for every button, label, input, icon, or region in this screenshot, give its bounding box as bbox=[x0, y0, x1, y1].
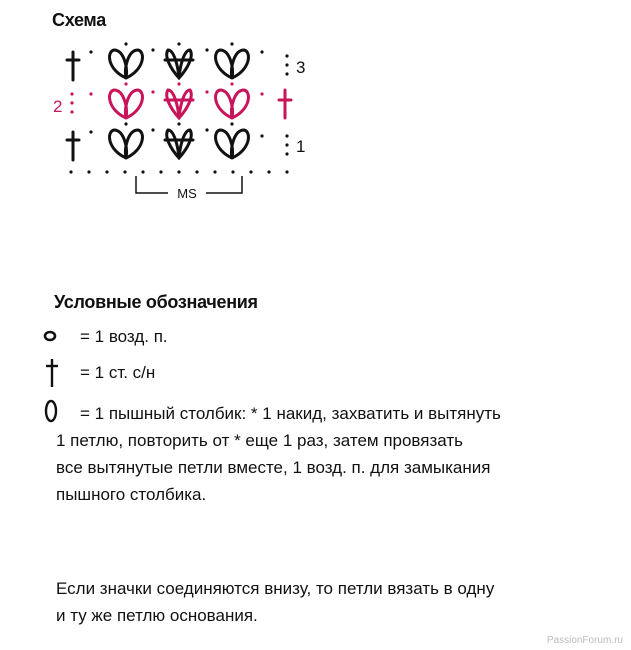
crochet-chart bbox=[0, 0, 631, 210]
row-label-1: 1 bbox=[296, 137, 306, 156]
puff-stitch-description: = 1 пышный столбик: * 1 накид, захватить и вытянуть 1 петлю, повторить от * еще 1 раз, затем провязать все вытянутые петли вместе, 1 возд. п. для замыкания пышного столбика. bbox=[56, 404, 501, 504]
row-3 bbox=[67, 50, 248, 80]
row-label-2: 2 bbox=[53, 97, 63, 116]
scheme-title: Схема bbox=[52, 10, 106, 30]
foundation-chain-row bbox=[69, 170, 288, 173]
double-crochet-icon bbox=[44, 357, 60, 389]
row-2 bbox=[110, 90, 291, 118]
watermark: PassionForum.ru bbox=[546, 635, 623, 646]
note-text: Если значки соединяются внизу, то петли вязать в одну и ту же петлю основания. bbox=[56, 579, 495, 625]
row-label-3: 3 bbox=[296, 58, 306, 77]
row-1 bbox=[67, 130, 248, 160]
chain-stitch-icon bbox=[43, 329, 57, 343]
legend-title: Условные обозначения bbox=[54, 292, 258, 312]
ms-label: MS bbox=[177, 186, 197, 201]
